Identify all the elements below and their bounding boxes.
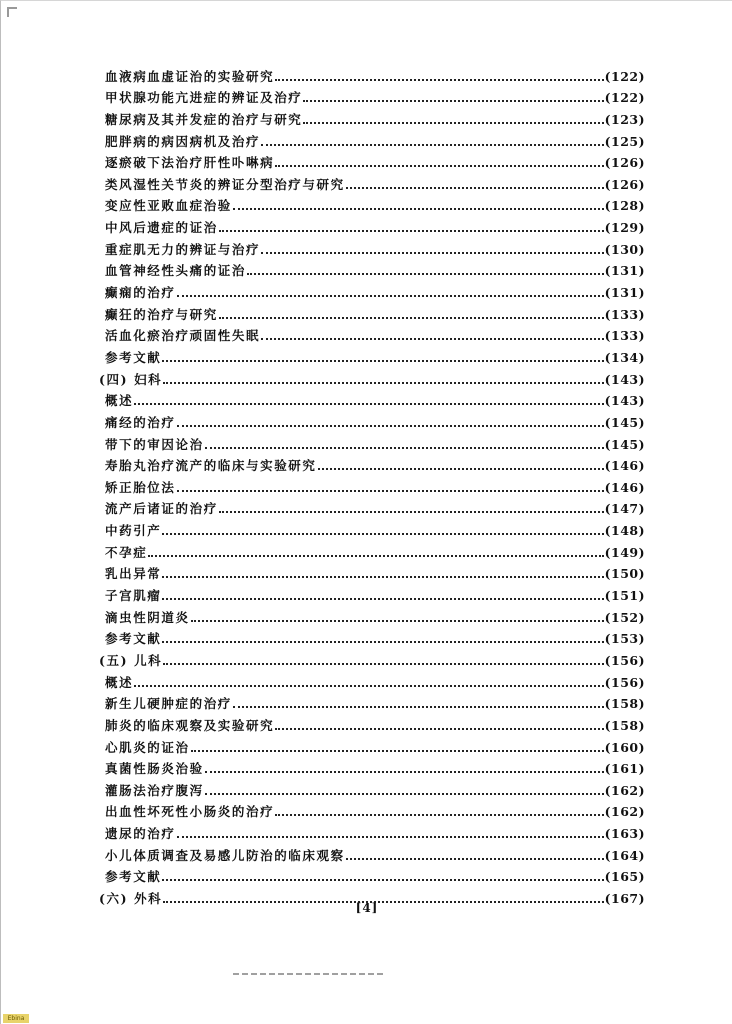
toc-leader-dots bbox=[177, 295, 604, 297]
toc-leader-dots bbox=[261, 144, 603, 146]
toc-entry-page: (148) bbox=[604, 523, 645, 539]
toc-entry-title: 真菌性肠炎治验 bbox=[105, 761, 204, 777]
toc-leader-dots bbox=[233, 706, 604, 708]
toc-entry-title: 活血化瘀治疗顽固性失眠 bbox=[105, 328, 261, 344]
toc-leader-dots bbox=[191, 620, 604, 622]
toc-entry-title: 糖尿病及其并发症的治疗与研究 bbox=[105, 111, 303, 127]
toc-entry-page: (126) bbox=[604, 155, 645, 171]
toc-entry-title: (六) 外科 bbox=[99, 890, 163, 906]
toc-entry-title: 中药引产 bbox=[105, 523, 162, 539]
toc-leader-dots bbox=[162, 598, 603, 600]
toc-entry-title: 重症肌无力的辨证与治疗 bbox=[105, 241, 261, 257]
toc-entry bbox=[105, 517, 645, 539]
toc-entry-page: (158) bbox=[604, 696, 645, 712]
toc-leader-dots bbox=[275, 814, 603, 816]
toc-entry-page: (146) bbox=[604, 479, 645, 495]
toc-leader-dots bbox=[177, 836, 604, 838]
toc-entry bbox=[105, 691, 645, 713]
table-of-contents bbox=[99, 63, 645, 907]
toc-entry-title: (五) 儿科 bbox=[99, 652, 163, 668]
toc-entry-page: (162) bbox=[604, 782, 645, 798]
toc-entry bbox=[105, 236, 645, 258]
toc-entry-title: 变应性亚败血症治验 bbox=[105, 198, 232, 214]
toc-entry bbox=[105, 496, 645, 518]
toc-entry bbox=[105, 539, 645, 561]
toc-entry bbox=[105, 150, 645, 172]
toc-entry bbox=[105, 734, 645, 756]
toc-entry-title: 流产后诸证的治疗 bbox=[105, 501, 218, 517]
toc-leader-dots bbox=[219, 230, 604, 232]
toc-entry-page: (143) bbox=[604, 371, 645, 387]
toc-entry bbox=[105, 799, 645, 821]
toc-entry-page: (152) bbox=[604, 609, 645, 625]
toc-entry-title: 概述 bbox=[105, 393, 134, 409]
toc-entry-title: 灌肠法治疗腹泻 bbox=[105, 782, 204, 798]
toc-entry-page: (156) bbox=[604, 674, 645, 690]
toc-entry-title: 遗尿的治疗 bbox=[105, 826, 176, 842]
toc-entry-title: 痛经的治疗 bbox=[105, 414, 176, 430]
toc-leader-dots bbox=[205, 447, 604, 449]
toc-leader-dots bbox=[346, 858, 604, 860]
toc-entry-page: (153) bbox=[604, 631, 645, 647]
toc-entry-title: 血液病血虚证治的实验研究 bbox=[105, 68, 275, 84]
toc-entry-page: (125) bbox=[604, 133, 645, 149]
toc-leader-dots bbox=[162, 879, 603, 881]
toc-leader-dots bbox=[275, 165, 603, 167]
toc-entry-page: (128) bbox=[604, 198, 645, 214]
toc-entry-title: 乳出异常 bbox=[105, 566, 162, 582]
toc-entry bbox=[105, 171, 645, 193]
toc-leader-dots bbox=[318, 468, 604, 470]
toc-entry-page: (134) bbox=[604, 349, 645, 365]
toc-entry-title: 中风后遗症的证治 bbox=[105, 220, 218, 236]
toc-leader-dots bbox=[303, 122, 603, 124]
toc-entry bbox=[105, 323, 645, 345]
toc-entry-title: 矫正胎位法 bbox=[105, 479, 176, 495]
toc-section-heading bbox=[99, 366, 645, 388]
toc-entry-page: (147) bbox=[604, 501, 645, 517]
toc-entry bbox=[105, 864, 645, 886]
toc-entry-page: (129) bbox=[604, 220, 645, 236]
toc-entry-title: 甲状腺功能亢进症的辨证及治疗 bbox=[105, 90, 303, 106]
toc-leader-dots bbox=[346, 187, 604, 189]
toc-entry-page: (143) bbox=[604, 393, 645, 409]
toc-leader-dots bbox=[205, 771, 604, 773]
toc-entry bbox=[105, 669, 645, 691]
toc-entry-page: (151) bbox=[604, 588, 645, 604]
toc-leader-dots bbox=[163, 663, 603, 665]
toc-leader-dots bbox=[261, 338, 603, 340]
toc-entry bbox=[105, 63, 645, 85]
toc-entry-title: 小儿体质调查及易感儿防治的临床观察 bbox=[105, 847, 345, 863]
toc-entry-title: 癫狂的治疗与研究 bbox=[105, 306, 218, 322]
toc-entry-page: (162) bbox=[604, 804, 645, 820]
toc-entry-title: 心肌炎的证治 bbox=[105, 739, 190, 755]
toc-entry bbox=[105, 712, 645, 734]
toc-entry-page: (146) bbox=[604, 458, 645, 474]
toc-entry-page: (145) bbox=[604, 436, 645, 452]
toc-leader-dots bbox=[177, 425, 604, 427]
toc-leader-dots bbox=[261, 252, 603, 254]
toc-entry-page: (167) bbox=[604, 890, 645, 906]
toc-entry-page: (130) bbox=[604, 241, 645, 257]
toc-entry bbox=[105, 214, 645, 236]
toc-entry bbox=[105, 820, 645, 842]
toc-leader-dots bbox=[162, 360, 603, 362]
toc-entry-page: (164) bbox=[604, 847, 645, 863]
toc-entry bbox=[105, 777, 645, 799]
toc-entry bbox=[105, 453, 645, 475]
toc-entry bbox=[105, 85, 645, 107]
toc-entry-page: (126) bbox=[604, 176, 645, 192]
toc-leader-dots bbox=[162, 576, 603, 578]
toc-entry bbox=[105, 626, 645, 648]
page-number: [4] bbox=[355, 901, 379, 915]
toc-entry-title: 概述 bbox=[105, 674, 134, 690]
toc-entry-title: 肺炎的临床观察及实验研究 bbox=[105, 717, 275, 733]
toc-entry bbox=[105, 258, 645, 280]
watermark-logo: Ebina bbox=[3, 1014, 29, 1023]
toc-entry-title: 出血性坏死性小肠炎的治疗 bbox=[105, 804, 275, 820]
toc-entry-page: (123) bbox=[604, 111, 645, 127]
toc-entry-page: (149) bbox=[604, 544, 645, 560]
toc-entry bbox=[105, 301, 645, 323]
toc-entry-title: 参考文献 bbox=[105, 349, 162, 365]
toc-entry bbox=[105, 279, 645, 301]
toc-entry-page: (133) bbox=[604, 328, 645, 344]
toc-entry bbox=[105, 193, 645, 215]
toc-entry-page: (150) bbox=[604, 566, 645, 582]
toc-leader-dots bbox=[205, 793, 604, 795]
toc-entry-title: 肥胖病的病因病机及治疗 bbox=[105, 133, 261, 149]
toc-entry bbox=[105, 128, 645, 150]
toc-leader-dots bbox=[163, 382, 603, 384]
toc-section-heading bbox=[99, 647, 645, 669]
toc-entry bbox=[105, 842, 645, 864]
toc-entry bbox=[105, 431, 645, 453]
scan-artifact-line bbox=[233, 973, 383, 975]
toc-entry-page: (122) bbox=[604, 68, 645, 84]
toc-entry bbox=[105, 582, 645, 604]
toc-entry-title: (四) 妇科 bbox=[99, 371, 163, 387]
toc-entry-page: (163) bbox=[604, 826, 645, 842]
toc-leader-dots bbox=[162, 533, 603, 535]
toc-leader-dots bbox=[303, 100, 603, 102]
toc-entry-page: (131) bbox=[604, 263, 645, 279]
toc-entry-title: 寿胎丸治疗流产的临床与实验研究 bbox=[105, 458, 317, 474]
toc-entry bbox=[105, 106, 645, 128]
toc-entry bbox=[105, 474, 645, 496]
toc-leader-dots bbox=[162, 641, 603, 643]
toc-entry-page: (161) bbox=[604, 761, 645, 777]
corner-crop-mark bbox=[7, 7, 17, 17]
toc-entry-page: (156) bbox=[604, 652, 645, 668]
toc-leader-dots bbox=[219, 317, 604, 319]
toc-entry-title: 类风湿性关节炎的辨证分型治疗与研究 bbox=[105, 176, 345, 192]
toc-entry-page: (131) bbox=[604, 285, 645, 301]
toc-entry-title: 新生儿硬肿症的治疗 bbox=[105, 696, 232, 712]
toc-entry-page: (158) bbox=[604, 717, 645, 733]
toc-entry bbox=[105, 604, 645, 626]
toc-entry-title: 滴虫性阴道炎 bbox=[105, 609, 190, 625]
toc-entry bbox=[105, 344, 645, 366]
toc-leader-dots bbox=[134, 685, 603, 687]
toc-leader-dots bbox=[219, 511, 604, 513]
toc-entry-page: (122) bbox=[604, 90, 645, 106]
toc-leader-dots bbox=[233, 208, 604, 210]
toc-entry-title: 逐瘀破下法治疗肝性卟啉病 bbox=[105, 155, 275, 171]
toc-entry-title: 子宫肌瘤 bbox=[105, 588, 162, 604]
toc-leader-dots bbox=[247, 273, 604, 275]
toc-leader-dots bbox=[275, 728, 603, 730]
toc-leader-dots bbox=[148, 555, 603, 557]
toc-entry-title: 癫痫的治疗 bbox=[105, 285, 176, 301]
toc-entry-page: (165) bbox=[604, 869, 645, 885]
toc-leader-dots bbox=[134, 403, 603, 405]
toc-leader-dots bbox=[177, 490, 604, 492]
toc-entry-title: 参考文献 bbox=[105, 631, 162, 647]
toc-entry bbox=[105, 388, 645, 410]
toc-entry-page: (133) bbox=[604, 306, 645, 322]
toc-leader-dots bbox=[191, 750, 604, 752]
toc-entry-title: 带下的审因论治 bbox=[105, 436, 204, 452]
toc-entry-title: 血管神经性头痛的证治 bbox=[105, 263, 247, 279]
toc-entry-page: (145) bbox=[604, 414, 645, 430]
toc-leader-dots bbox=[275, 79, 603, 81]
toc-entry-title: 参考文献 bbox=[105, 869, 162, 885]
toc-entry-title: 不孕症 bbox=[105, 544, 148, 560]
toc-entry bbox=[105, 561, 645, 583]
toc-entry bbox=[105, 756, 645, 778]
toc-entry bbox=[105, 409, 645, 431]
toc-entry-page: (160) bbox=[604, 739, 645, 755]
